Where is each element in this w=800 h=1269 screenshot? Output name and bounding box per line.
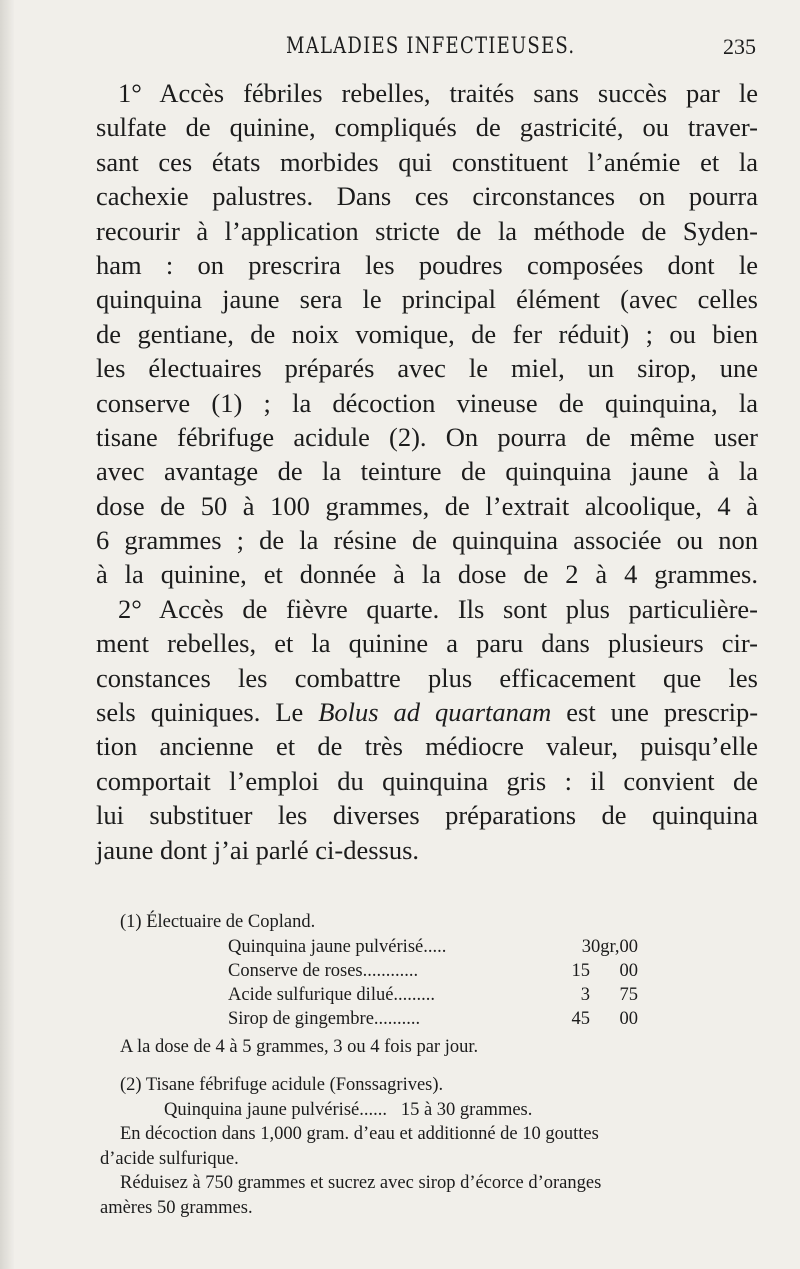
ingredient-name: Quinquina jaune pulvérisé..... (228, 936, 447, 957)
spacer (100, 1059, 760, 1073)
recipe-row (228, 1007, 648, 1031)
dosage-note: A la dose de 4 à 5 grammes, 3 ou 4 fois par jour. (120, 1036, 479, 1057)
text-segment: sels quiniques. Le (96, 697, 304, 728)
footnote-title: (1) Électuaire de Copland. (120, 912, 316, 932)
recipe-row (228, 983, 648, 1007)
footnote-text: amères 50 grammes. (100, 1197, 253, 1218)
text-line: lui substituer les diverses préparations de quinquina (96, 800, 758, 831)
ingredient-quantity: 30gr,00 (581, 936, 638, 957)
page-number: 235 (723, 34, 756, 59)
text-line: tisane fébrifuge acidule (2). On pourra de même user (96, 421, 758, 452)
text-line: constances les combattre plus efficacement que les (96, 662, 758, 693)
running-title: MALADIES INFECTIEUSES. (286, 34, 576, 59)
text-line: quinquina jaune sera le principal élément (avec celles (96, 284, 758, 315)
text-line: avec avantage de la teinture de quinquina jaune à la (96, 456, 758, 487)
text-line: cachexie palustres. Dans ces circonstances on pourra (96, 181, 758, 212)
text-line: 1° Accès fébriles rebelles, traités sans succès par le (118, 78, 758, 108)
page-header (96, 34, 756, 64)
text-line-mixed (96, 695, 758, 729)
main-text (96, 76, 758, 867)
page-edge-shadow (0, 0, 14, 1269)
text-line: jaune dont j’ai parlé ci-dessus. (96, 834, 420, 865)
text-line: sulfate de quinine, compliqués de gastricité, ou traver- (96, 112, 758, 143)
recipe-row (228, 959, 648, 983)
text-line: ment rebelles, et la quinine a paru dans plusieurs cir- (96, 628, 758, 659)
ingredient-quantity: 15 (571, 960, 590, 981)
recipe-row (228, 935, 648, 959)
footnote-text: d’acide sulfurique. (100, 1148, 239, 1169)
recipe-table (228, 935, 648, 1035)
text-line: à la quinine, et donnée à la dose de 2 à 4 grammes. (96, 559, 758, 590)
italic-title: Bolus ad quartanam (318, 697, 552, 728)
text-line: tion ancienne et de très médiocre valeur, puisqu’elle (96, 731, 758, 762)
footnote-text: En décoction dans 1,000 gram. d’eau et additionné de 10 gouttes (120, 1124, 599, 1144)
text-line: ham : on prescrira les poudres composées dont le (96, 249, 758, 280)
text-line: les électuaires préparés avec le miel, un sirop, une (96, 353, 758, 384)
text-segment: est une prescrip- (566, 697, 759, 728)
ingredient-quantity: 45 (571, 1008, 590, 1029)
text-line: de gentiane, de noix vomique, de fer réduit) ; ou bien (96, 318, 758, 349)
text-line: comportait l’emploi du quinquina gris : il convient de (96, 765, 758, 796)
ingredient-name: Acide sulfurique dilué......... (228, 984, 436, 1005)
ingredient-name: Conserve de roses............ (228, 960, 419, 981)
text-line: 6 grammes ; de la résine de quinquina associée ou non (96, 525, 758, 556)
footnote-title: (2) Tisane fébrifuge acidule (Fonssagrives). (120, 1075, 444, 1095)
text-line: recourir à l’application stricte de la méthode de Syden- (96, 215, 758, 246)
ingredient-decimal: 00 (619, 1008, 638, 1029)
ingredient-decimal: 00 (619, 960, 638, 981)
text-line: conserve (1) ; la décoction vineuse de quinquina, la (96, 387, 758, 418)
text-line: dose de 50 à 100 grammes, de l’extrait alcoolique, 4 à (96, 490, 758, 521)
footnote-text: Réduisez à 750 grammes et sucrez avec sirop d’écorce d’oranges (120, 1173, 602, 1193)
ingredient-name: Sirop de gingembre.......... (228, 1008, 421, 1029)
ingredient-quantity: 3 (580, 984, 590, 1005)
text-line: 2° Accès de fièvre quarte. Ils sont plus particulière- (118, 593, 758, 624)
text-line: sant ces états morbides qui constituent l’anémie et la (96, 146, 758, 177)
ingredient-decimal: 75 (619, 984, 638, 1005)
recipe-item: Quinquina jaune pulvérisé...... 15 à 30 grammes. (164, 1099, 533, 1120)
footnotes (100, 910, 760, 1220)
